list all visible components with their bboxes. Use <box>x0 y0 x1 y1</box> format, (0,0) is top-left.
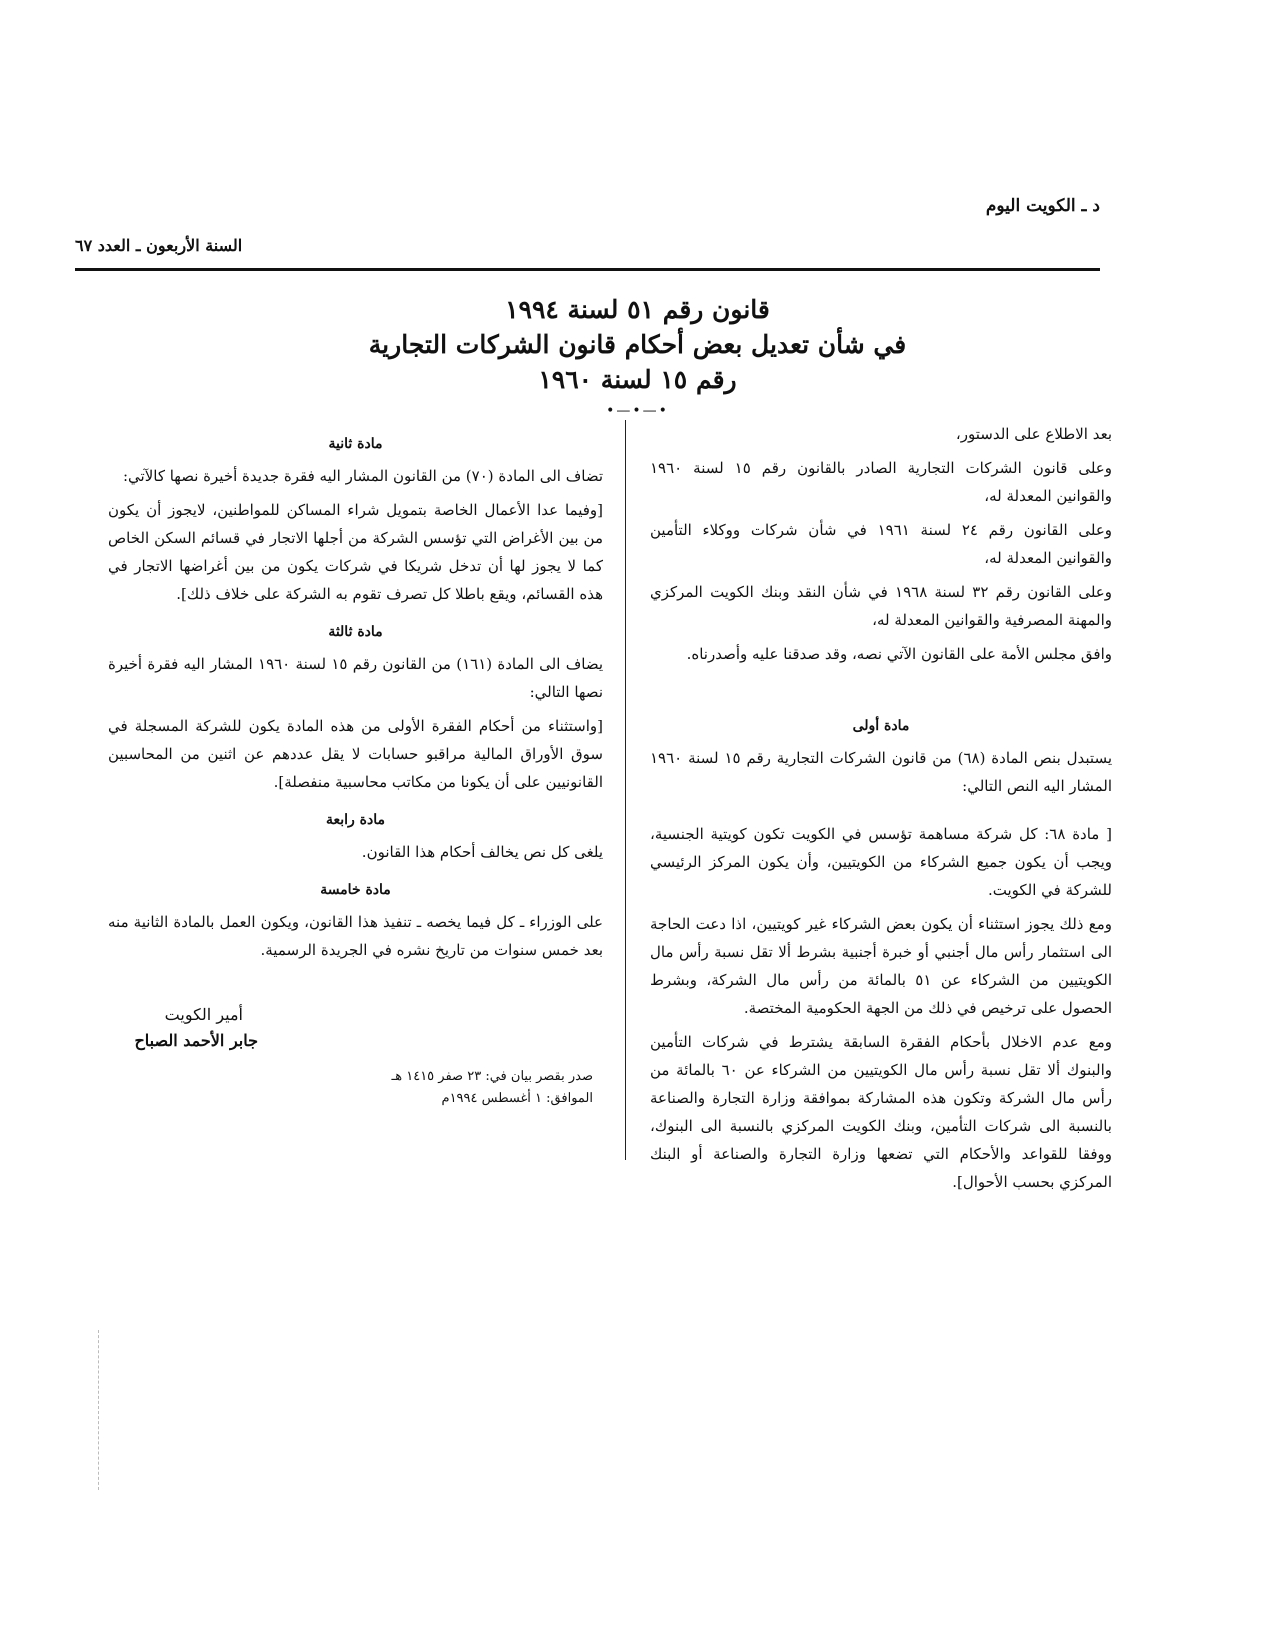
preamble-line-3: وعلى القانون رقم ٢٤ لسنة ١٩٦١ في شأن شركات ووكلاء التأمين والقوانين المعدلة له، <box>650 521 1113 567</box>
article-2-intro: تضاف الى المادة (٧٠) من القانون المشار اليه فقرة جديدة أخيرة نصها كالآتي: <box>122 467 603 485</box>
article-4-heading: مادة رابعة <box>325 812 385 828</box>
scan-artifact <box>98 1330 99 1490</box>
article-1-intro: يستبدل بنص المادة (٦٨) من قانون الشركات التجارية رقم ١٥ لسنة ١٩٦٠ المشار اليه النص التالي: <box>650 749 1112 795</box>
article-5-text: على الوزراء ـ كل فيما يخصه ـ تنفيذ هذا القانون، ويكون العمل بالمادة الثانية منه بعد خمس سنوات من تاريخ نشره في الجريدة الرسمية. <box>108 913 603 959</box>
preamble-line-1: بعد الاطلاع على الدستور، <box>955 425 1112 443</box>
left-column <box>108 420 603 1110</box>
signatory-name: جابر الأحمد الصباح <box>134 1031 258 1050</box>
article-1-para-3: ومع عدم الاخلال بأحكام الفقرة السابقة يشترط في شركات التأمين والبنوك ألا تقل نسبة رأس مال الكويتيين من الشركاء عن ٦٠ بالمائة من رأس مال الشركة وتكون هذه المشاركة بموافقة وزارة التجارة والصناعة بالنسبة الى شركات التأمين، وبنك الكويت المركزي بالنسبة الى البنوك، ووفقا للقواعد والأحكام التي تضعها وزارة التجارة والصناعة أو البنك المركزي بحسب الأحوال]. <box>650 1033 1112 1191</box>
right-column <box>650 420 1112 1202</box>
article-3-text: [واستثناء من أحكام الفقرة الأولى من هذه المادة يكون للشركة المسجلة في سوق الأوراق المالية مراقبو حسابات لا يقل عددهم عن اثنين من المحاسبين القانونيين على أن يكونا من مكاتب محاسبية منفصلة]. <box>108 717 603 791</box>
gazette-name: د ـ الكويت اليوم <box>985 196 1100 216</box>
spacer <box>650 674 1112 702</box>
law-title <box>200 292 1075 419</box>
title-ornament: •—•—• <box>606 403 669 419</box>
issue-place-date <box>108 1066 603 1110</box>
article-3-heading: مادة ثالثة <box>328 624 383 640</box>
law-title-line-3: رقم ١٥ لسنة ١٩٦٠ <box>538 365 737 394</box>
header-rule <box>75 268 1100 271</box>
spacer <box>650 806 1112 820</box>
article-1-para-1: [ مادة ٦٨: كل شركة مساهمة تؤسس في الكويت تكون كويتية الجنسية، ويجب أن يكون جميع الشركاء من الكويتيين، وأن يكون المركز الرئيسي للشركة في الكويت. <box>650 825 1112 899</box>
issue-gregorian-date: الموافق: ١ أغسطس ١٩٩٤م <box>441 1091 593 1106</box>
running-header <box>75 196 1100 274</box>
preamble-line-4: وعلى القانون رقم ٣٢ لسنة ١٩٦٨ في شأن النقد وبنك الكويت المركزي والمهنة المصرفية والقوانين المعدلة له، <box>650 583 1112 629</box>
preamble-line-2: وعلى قانون الشركات التجارية الصادر بالقانون رقم ١٥ لسنة ١٩٦٠ والقوانين المعدلة له، <box>650 459 1112 505</box>
article-2-heading: مادة ثانية <box>328 436 383 452</box>
column-divider <box>625 420 626 1160</box>
law-title-line-1: قانون رقم ٥١ لسنة ١٩٩٤ <box>505 295 770 324</box>
article-5-heading: مادة خامسة <box>320 882 391 898</box>
law-title-line-2: في شأن تعديل بعض أحكام قانون الشركات التجارية <box>368 330 907 359</box>
article-3-intro: يضاف الى المادة (١٦١) من القانون رقم ١٥ لسنة ١٩٦٠ المشار اليه فقرة أخيرة نصها التالي: <box>108 655 604 701</box>
article-4-text: يلغى كل نص يخالف أحكام هذا القانون. <box>361 843 603 861</box>
article-2-text: [وفيما عدا الأعمال الخاصة بتمويل شراء المساكن للمواطنين، لايجوز أن يكون من بين الأغراض التي تؤسس الشركة من أجلها الاتجار في قسائم السكن الخاص كما لا يجوز لها أن تدخل شريكا في شركات يكون من بين أغراضها الاتجار في هذه القسائم، ويقع باطلا كل تصرف تقوم به الشركة على خلاف ذلك]. <box>108 501 603 603</box>
issue-number: السنة الأربعون ـ العدد ٦٧ <box>75 236 243 255</box>
signatory-title: أمير الكويت <box>164 1005 243 1024</box>
article-1-heading: مادة أولى <box>852 718 910 734</box>
article-1-para-2: ومع ذلك يجوز استثناء أن يكون بعض الشركاء غير كويتيين، اذا دعت الحاجة الى استثمار رأس مال أجنبي أو خبرة أجنبية بشرط ألا تقل نسبة رأس مال الكويتيين من الشركاء عن ٥١ بالمائة من رأس مال الشركة، وبشرط الحصول على ترخيص في ذلك من الجهة الحكومية المختصة. <box>650 915 1112 1017</box>
issue-hijri-date: صدر بقصر بيان في: ٢٣ صفر ١٤١٥ هـ <box>391 1069 593 1084</box>
preamble-line-5: وافق مجلس الأمة على القانون الآتي نصه، وقد صدقنا عليه وأصدرناه. <box>686 645 1112 663</box>
